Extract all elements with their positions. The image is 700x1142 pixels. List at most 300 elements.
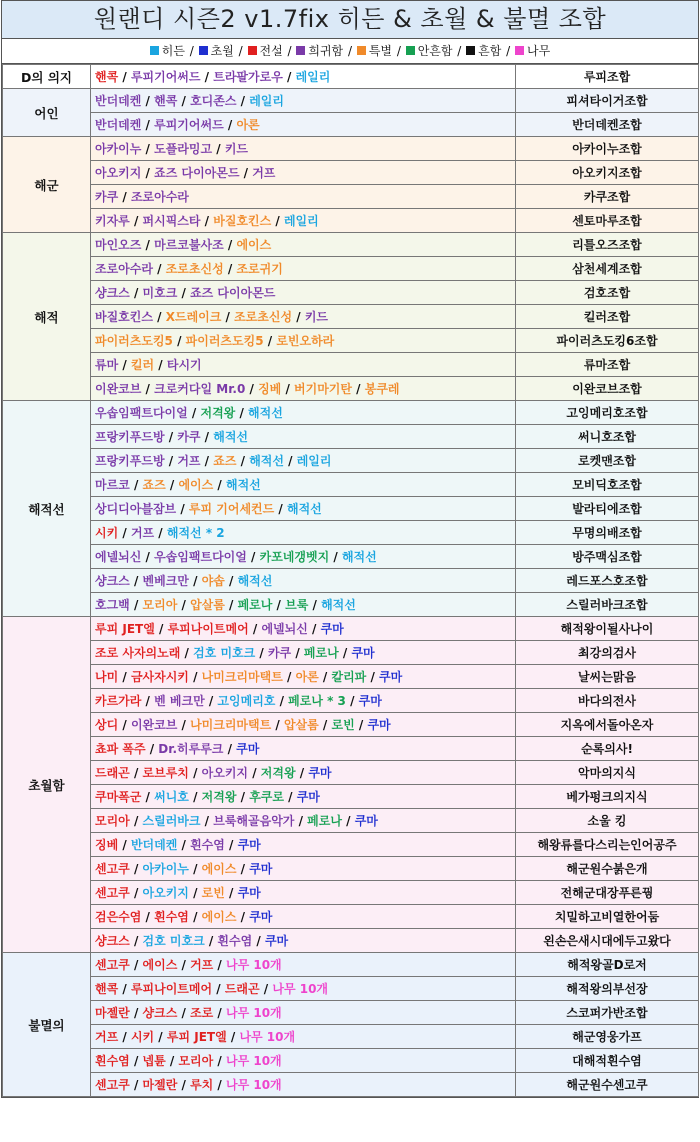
ingredient: 미호크 (142, 286, 178, 300)
ingredient: 죠즈 (213, 454, 237, 468)
ingredient: 쵸파 폭주 (95, 742, 146, 756)
combo-result: 킬러조합 (516, 305, 699, 329)
ingredient: 카쿠 (177, 430, 201, 444)
ingredient: 쿠마폭군 (95, 790, 142, 804)
group-name: 초월함 (3, 617, 91, 953)
combo-result: 로켓맨조합 (516, 449, 699, 473)
combo-result: 센토마루조합 (516, 209, 699, 233)
ingredient-separator: / (154, 622, 168, 636)
table-row (3, 977, 699, 1001)
ingredient-separator: / (154, 1030, 167, 1044)
combo-result: 해군원수센고쿠 (516, 1073, 699, 1097)
ingredient: 바질호킨스 (95, 310, 153, 324)
legend-label: 희귀함 (308, 44, 344, 58)
ingredient: 흰수염 (95, 1054, 130, 1068)
combo-result: 무명의배조합 (516, 521, 699, 545)
ingredient: 반더데켄 (95, 94, 142, 108)
ingredient-separator: / (248, 622, 262, 636)
ingredient: 나무 10개 (239, 1030, 296, 1044)
combo-ingredients (91, 689, 516, 713)
ingredient: 에넬뇌신 (261, 622, 308, 636)
ingredient: 쿠마 (237, 838, 261, 852)
combo-ingredients (91, 65, 516, 89)
table-row (3, 305, 699, 329)
ingredient: 센고쿠 (95, 886, 130, 900)
ingredient-separator: / (308, 598, 322, 612)
ingredient-separator: / (152, 262, 166, 276)
ingredient: 나무 10개 (272, 982, 329, 996)
ingredient-separator: / (177, 1006, 191, 1020)
ingredient: 아오키지 (95, 166, 142, 180)
ingredient: 쿠마 (264, 934, 289, 948)
table-row (3, 713, 699, 737)
ingredient: 퍼시픽스타 (142, 214, 201, 228)
ingredient: 나무 10개 (226, 1078, 282, 1092)
combo-result: 방주맥심조합 (516, 545, 699, 569)
ingredient: 징베 (258, 382, 282, 396)
ingredient: 키드 (304, 310, 328, 324)
ingredient: 카쿠 (267, 646, 292, 660)
combo-result: 악마의지식 (516, 761, 699, 785)
ingredient: X드레이크 (165, 310, 222, 324)
combo-ingredients (91, 713, 516, 737)
ingredient: 스릴러바크 (142, 814, 201, 828)
ingredient: 이완코브 (130, 718, 178, 732)
ingredient: 루피나이트메어 (167, 622, 249, 636)
legend-label: 초월 (210, 44, 234, 58)
ingredient: 파이러츠도킹5 (95, 334, 173, 348)
combo-result: 검호조합 (516, 281, 699, 305)
combo-result: 왼손은새시대에두고왔다 (516, 929, 699, 953)
table-row (3, 137, 699, 161)
table-row (3, 209, 699, 233)
ingredient: 고잉메리호 (217, 694, 276, 708)
ingredient-separator: / (282, 670, 296, 684)
ingredient: 거프 (130, 526, 155, 540)
combo-ingredients (91, 569, 516, 593)
ingredient-separator: / (188, 670, 202, 684)
table-row (3, 1073, 699, 1097)
ingredient: 루피 JET엘 (95, 622, 155, 636)
ingredient: 핸콕 (95, 982, 119, 996)
ingredient-separator: / (165, 478, 179, 492)
ingredient-separator: / (275, 694, 289, 708)
ingredient: 샹크스 (142, 1006, 178, 1020)
ingredient: 프랑키푸드방 (95, 454, 165, 468)
combo-result: 베가펑크의지식 (516, 785, 699, 809)
ingredient-separator: / (129, 1054, 143, 1068)
combo-ingredients (91, 593, 516, 617)
ingredient: 나무 10개 (226, 1006, 282, 1020)
combo-result: 레드포스호조합 (516, 569, 699, 593)
ingredient-separator: / (294, 814, 308, 828)
ingredient: 모리아 (95, 814, 130, 828)
combo-result: 카쿠조합 (516, 185, 699, 209)
ingredient: 거프 (177, 454, 201, 468)
ingredient: 브룩해골음악가 (213, 814, 295, 828)
combo-result: 해적왕골D로저 (516, 953, 699, 977)
ingredient-separator: / (223, 262, 237, 276)
ingredient-separator: / (164, 454, 178, 468)
ingredient: 상디 (95, 718, 119, 732)
ingredient: 나무 10개 (226, 1054, 282, 1068)
combo-ingredients (91, 953, 516, 977)
ingredient-separator: / (187, 406, 201, 420)
ingredient-separator: / (236, 94, 250, 108)
ingredient-separator: / (224, 838, 238, 852)
ingredient-separator: / (252, 934, 265, 948)
ingredient-separator: / (351, 382, 365, 396)
legend-label: 흔함 (478, 44, 502, 58)
legend-swatch (357, 46, 366, 55)
ingredient-separator: / (129, 958, 143, 972)
ingredient-separator: / (245, 382, 259, 396)
combo-ingredients (91, 497, 516, 521)
combo-result: 스코퍼가반조합 (516, 1001, 699, 1025)
legend-separator: / (453, 44, 466, 58)
table-row (3, 665, 699, 689)
ingredient-separator: / (129, 766, 143, 780)
combo-ingredients (91, 617, 516, 641)
ingredient-separator: / (129, 886, 143, 900)
ingredient: 아카이누 (95, 142, 142, 156)
combo-ingredients (91, 977, 516, 1001)
ingredient: 프랑키푸드방 (95, 430, 165, 444)
ingredient: 죠즈 다이아몬드 (190, 286, 276, 300)
ingredient-separator: / (200, 814, 214, 828)
ingredient: 해적선 (213, 430, 249, 444)
group-name: D의 의지 (3, 65, 91, 89)
ingredient-separator: / (223, 118, 237, 132)
legend-swatch (248, 46, 257, 55)
ingredient: 반더데켄 (95, 118, 142, 132)
combo-ingredients (91, 905, 516, 929)
group-name: 불멸의 (3, 953, 91, 1097)
ingredient: 드래곤 (95, 766, 130, 780)
table-row (3, 809, 699, 833)
ingredient-separator: / (177, 958, 191, 972)
ingredient-separator: / (213, 1078, 226, 1092)
ingredient-separator: / (271, 214, 284, 228)
ingredient: 시키 (95, 526, 119, 540)
combo-result: 아오키지조합 (516, 161, 699, 185)
combo-ingredients (91, 1073, 516, 1097)
ingredient-separator: / (118, 982, 131, 996)
legend-label: 전설 (259, 44, 283, 58)
combo-result: 써니호조합 (516, 425, 699, 449)
ingredient-separator: / (188, 766, 202, 780)
ingredient-separator: / (307, 622, 321, 636)
combo-ingredients (91, 161, 516, 185)
ingredient: 거프 (95, 1030, 119, 1044)
legend-swatch (296, 46, 305, 55)
combo-ingredients (91, 185, 516, 209)
ingredient-separator: / (248, 766, 261, 780)
ingredient-separator: / (188, 910, 202, 924)
ingredient: 로빈오하라 (276, 334, 335, 348)
combo-ingredients (91, 833, 516, 857)
ingredient: 조로아수라 (130, 190, 189, 204)
ingredient: 아오키지 (201, 766, 249, 780)
ingredient: 모리아 (142, 598, 178, 612)
ingredient-separator: / (118, 358, 131, 372)
ingredient: 페로나 (303, 646, 339, 660)
ingredient: 검호 미호크 (193, 646, 256, 660)
ingredient-separator: / (274, 502, 287, 516)
ingredient: 루피 JET엘 (166, 1030, 227, 1044)
ingredient: 쿠마 (236, 742, 260, 756)
ingredient-separator: / (177, 838, 191, 852)
ingredient: 넵튠 (142, 1054, 166, 1068)
ingredient: 모리아 (178, 1054, 214, 1068)
ingredient: 죠즈 다이아몬드 (154, 166, 240, 180)
ingredient-separator: / (118, 718, 131, 732)
ingredient: 쿠마 (367, 718, 391, 732)
group-name: 해적 (3, 233, 91, 401)
ingredient: 쿠마 (358, 694, 382, 708)
group-name: 해적선 (3, 401, 91, 617)
legend-separator: / (283, 44, 296, 58)
ingredient-separator: / (180, 646, 194, 660)
ingredient-separator: / (177, 286, 191, 300)
combo-result: 해적왕이될사나이 (516, 617, 699, 641)
ingredient-separator: / (366, 670, 380, 684)
ingredient-separator: / (118, 190, 131, 204)
ingredient-separator: / (223, 742, 237, 756)
ingredient: 칼리파 (331, 670, 367, 684)
table-row (3, 833, 699, 857)
ingredient: 쿠마 (249, 862, 273, 876)
ingredient: 키자루 (95, 214, 130, 228)
ingredient-separator: / (246, 550, 260, 564)
legend-item (248, 44, 283, 58)
ingredient: 조로 사자의노래 (95, 646, 181, 660)
ingredient: 루피기어써드 (130, 70, 201, 84)
ingredient-separator: / (239, 166, 253, 180)
ingredient-separator: / (226, 1030, 240, 1044)
combo-result: 치밀하고비열한어둠 (516, 905, 699, 929)
legend-separator: / (502, 44, 514, 58)
table-row (3, 785, 699, 809)
ingredient-separator: / (283, 790, 297, 804)
ingredient-separator: / (200, 70, 214, 84)
ingredient: 쿠마 (296, 790, 320, 804)
ingredient: 조로아수라 (95, 262, 153, 276)
ingredient: 에이스 (178, 478, 214, 492)
ingredient-separator: / (318, 670, 332, 684)
ingredient-separator: / (200, 214, 214, 228)
ingredient: 쿠마 (354, 814, 378, 828)
table-row (3, 761, 699, 785)
ingredient: 흰수염 (190, 838, 225, 852)
combo-ingredients (91, 137, 516, 161)
table-row (3, 905, 699, 929)
ingredient: 해적선 (286, 502, 322, 516)
ingredient: 쿠마 (249, 910, 273, 924)
table-row (3, 497, 699, 521)
ingredient: 로브루치 (142, 766, 189, 780)
ingredient: 쿠마 (320, 622, 344, 636)
ingredient: 루피나이트메어 (130, 982, 213, 996)
combination-sheet (1, 0, 699, 1098)
combo-result: 해왕류를다스리는인어공주 (516, 833, 699, 857)
combo-ingredients (91, 521, 516, 545)
ingredient-separator: / (354, 718, 368, 732)
table-row (3, 689, 699, 713)
ingredient-separator: / (224, 574, 238, 588)
combo-result: 날씨는맑음 (516, 665, 699, 689)
ingredient: 나미크리마택트 (190, 718, 272, 732)
ingredient: 호그백 (95, 598, 130, 612)
ingredient-separator: / (177, 1078, 191, 1092)
ingredient-separator: / (141, 166, 155, 180)
ingredient-separator: / (177, 94, 191, 108)
table-row (3, 1001, 699, 1025)
ingredient-separator: / (282, 70, 296, 84)
ingredient: 아론 (295, 670, 319, 684)
legend-separator: / (234, 44, 247, 58)
combo-result: 해군원수붉은개 (516, 857, 699, 881)
ingredient-separator: / (236, 790, 250, 804)
ingredient: 류마 (95, 358, 119, 372)
combo-ingredients (91, 641, 516, 665)
ingredient-separator: / (224, 598, 238, 612)
ingredient-separator: / (255, 646, 268, 660)
combo-ingredients (91, 329, 516, 353)
ingredient: 카르가라 (95, 694, 142, 708)
combo-result: 스릴러바크조합 (516, 593, 699, 617)
ingredient: 크로커다일 Mr.0 (154, 382, 246, 396)
ingredient: 쿠마 (237, 886, 261, 900)
combo-ingredients (91, 89, 516, 113)
ingredient: 조로 (190, 1006, 214, 1020)
ingredient: 키드 (224, 142, 249, 156)
ingredient: 페로나 (237, 598, 273, 612)
ingredient: 마젤란 (95, 1006, 130, 1020)
table-row (3, 545, 699, 569)
combo-ingredients (91, 857, 516, 881)
combo-ingredients (91, 809, 516, 833)
ingredient: 우솝임팩트다이얼 (95, 406, 188, 420)
ingredient: 파이러츠도킹5 (185, 334, 264, 348)
ingredient-separator: / (165, 1054, 179, 1068)
combination-table (2, 64, 699, 1097)
ingredient: 저격왕 (260, 766, 296, 780)
ingredient-separator: / (129, 214, 143, 228)
combo-result: 아카이누조합 (516, 137, 699, 161)
ingredient-separator: / (345, 694, 359, 708)
ingredient-separator: / (141, 118, 155, 132)
ingredient: 야솝 (201, 574, 225, 588)
combo-result: 반더데켄조합 (516, 113, 699, 137)
ingredient: 압살롬 (190, 598, 225, 612)
ingredient-separator: / (141, 694, 155, 708)
ingredient: 로빈 (331, 718, 355, 732)
ingredient-separator: / (259, 982, 273, 996)
ingredient: 거프 (252, 166, 276, 180)
ingredient: 아론 (236, 118, 260, 132)
legend-swatch (515, 46, 524, 55)
ingredient-separator: / (141, 94, 155, 108)
ingredient-separator: / (213, 958, 226, 972)
ingredient-separator: / (318, 718, 332, 732)
combo-ingredients (91, 473, 516, 497)
ingredient-separator: / (129, 1006, 143, 1020)
ingredient-separator: / (212, 982, 225, 996)
legend-separator: / (344, 44, 356, 58)
ingredient: 핸콕 (95, 70, 119, 84)
ingredient-separator: / (236, 910, 250, 924)
combo-result: 해적왕의부선장 (516, 977, 699, 1001)
combo-result: 피셔타이거조합 (516, 89, 699, 113)
ingredient-separator: / (141, 790, 155, 804)
combo-ingredients (91, 1049, 516, 1073)
table-row (3, 857, 699, 881)
ingredient-separator: / (129, 934, 143, 948)
ingredient: 벤베크만 (142, 574, 189, 588)
ingredient-separator: / (329, 550, 342, 564)
ingredient-separator: / (213, 1054, 226, 1068)
combo-result: 지옥에서돌아온자 (516, 713, 699, 737)
ingredient-separator: / (295, 766, 309, 780)
ingredient-separator: / (118, 1030, 131, 1044)
ingredient: 해적선 (248, 406, 283, 420)
legend-label: 나무 (527, 44, 551, 58)
ingredient-separator: / (176, 502, 189, 516)
table-row (3, 593, 699, 617)
combo-ingredients (91, 209, 516, 233)
ingredient-separator: / (292, 310, 305, 324)
legend-item (150, 44, 185, 58)
combo-result: 삼천세계조합 (516, 257, 699, 281)
ingredient: 루피기어써드 (154, 118, 224, 132)
ingredient-separator: / (118, 838, 131, 852)
ingredient: 트라팔가로우 (213, 70, 283, 84)
ingredient: 에이스 (201, 862, 237, 876)
ingredient: 쿠마 (351, 646, 375, 660)
table-row (3, 353, 699, 377)
ingredient-separator: / (341, 814, 355, 828)
table-row (3, 1025, 699, 1049)
legend-separator: / (185, 44, 198, 58)
ingredient: 샹크스 (95, 286, 130, 300)
ingredient: 루피 기어세컨드 (188, 502, 275, 516)
ingredient: 페로나 (307, 814, 342, 828)
table-row (3, 377, 699, 401)
combo-result: 전해군대장푸른꿩 (516, 881, 699, 905)
legend-label: 히든 (161, 44, 185, 58)
combo-ingredients (91, 257, 516, 281)
ingredient: 페로나 * 3 (288, 694, 346, 708)
ingredient: 나무 10개 (226, 958, 282, 972)
group-name: 어인 (3, 89, 91, 137)
ingredient-separator: / (221, 310, 235, 324)
ingredient: 타시기 (166, 358, 202, 372)
ingredient-separator: / (213, 1006, 226, 1020)
group-name: 해군 (3, 137, 91, 233)
ingredient: 후쿠로 (249, 790, 284, 804)
ingredient-separator: / (223, 238, 237, 252)
ingredient: 죠즈 (142, 478, 166, 492)
legend-swatch (406, 46, 415, 55)
ingredient-separator: / (200, 430, 214, 444)
combo-ingredients (91, 665, 516, 689)
table-row (3, 449, 699, 473)
ingredient-separator: / (188, 574, 202, 588)
ingredient-separator: / (129, 1078, 143, 1092)
ingredient: 조로귀기 (236, 262, 283, 276)
legend-label: 특별 (368, 44, 393, 58)
